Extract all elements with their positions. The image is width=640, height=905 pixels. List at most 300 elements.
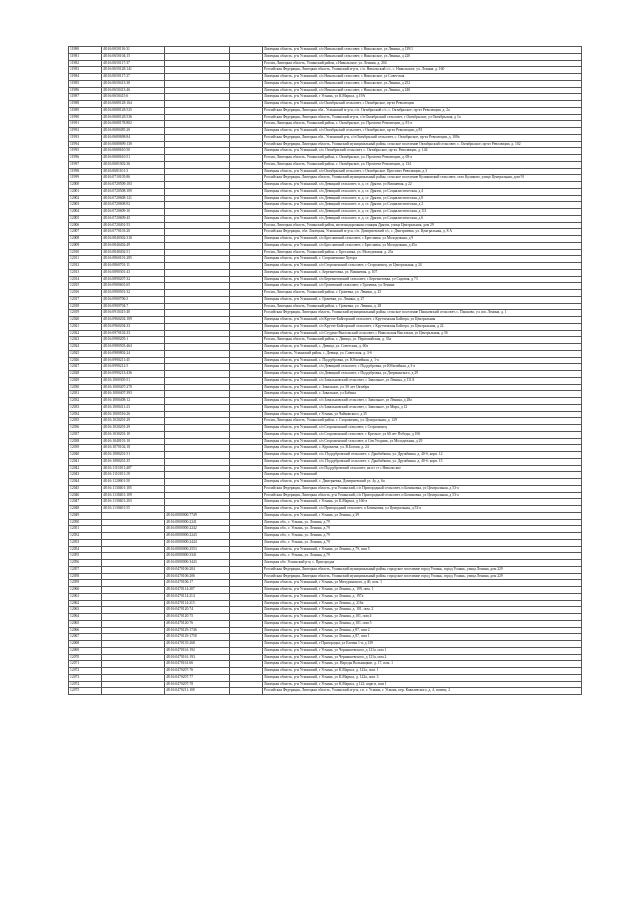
address-cell: Липецкая область, р-н Усманский, г Усмань, ул Ленина, д. 216а (263, 600, 582, 607)
address-cell: Липецкая область, р-н Усманский, г Усмань, ул К.Маркса, д 19А (263, 94, 582, 101)
address-cell: Российская Федерация, Липецкая область, Усманский м-р-н, с/п Октябрьский сельсовет, с Октябрьское, ул Октябрьская, д 1а (263, 114, 582, 121)
blank-cell (230, 276, 263, 283)
table-row (69, 519, 582, 526)
table-row (69, 661, 582, 668)
blank-cell (230, 398, 263, 405)
row-number: 12018 (69, 303, 102, 310)
blank-cell (230, 94, 263, 101)
cadastral-number-a: 48:16:0720401:53 (102, 222, 165, 229)
table-row (69, 256, 582, 263)
cadastral-number-a (102, 526, 165, 533)
row-number: 11981 (69, 53, 102, 60)
cadastral-number-a: 48:16:1040101:10 (102, 438, 165, 445)
row-number: 12073 (69, 674, 102, 681)
cadastral-number-b: 48:16:0000000:3443 (165, 560, 230, 567)
address-cell: Липецкая область, р-н Усманский, г Пригородка, ул Еловая 1-я, д 139 (263, 641, 582, 648)
table-row (69, 607, 582, 614)
row-number: 12058 (69, 573, 102, 580)
address-cell: Липецкая обл., г. Усмань, ул. Ленина, д.79 (263, 553, 582, 560)
row-number: 12030 (69, 384, 102, 391)
address-cell: Липецкая область, р-н Усманский, г Усмань, ул Чайковского, д 35 (263, 411, 582, 418)
table-row (69, 465, 582, 472)
cadastral-number-a: 48:16:0680128:525 (102, 107, 165, 114)
cadastral-number-b (165, 53, 230, 60)
cadastral-number-b (165, 209, 230, 216)
registry-table (68, 46, 582, 695)
table-row (69, 290, 582, 297)
address-cell: Липецкая область, р-н Усманский, с/п Стороженский сельсовет, с Стороженец, ул Центральная, д 24 (263, 263, 582, 270)
blank-cell (230, 688, 263, 695)
row-number: 12075 (69, 688, 102, 695)
address-cell: Липецкая область, р-н Усманский, с/п Октябрьский сельсовет, с Октябрьское, пр-кт Революции, д 83 (263, 128, 582, 135)
row-number: 11984 (69, 74, 102, 81)
address-cell: Российская Федерация, Липецкая обл., Усманский р-н, с/п Октябрьский сельсовет, с. Октябрьское, пр-кт Революции, д. 108а (263, 134, 582, 141)
blank-cell (230, 317, 263, 324)
address-cell: Липецкая область, р-н Усманский, с/п Девицкий сельсовет, п. д. ст. Дрязги, ул Социалистическая, д 2 (263, 202, 582, 209)
blank-cell (230, 573, 263, 580)
cadastral-number-b (165, 330, 230, 337)
cadastral-number-b: 48:16:0470207:77 (165, 674, 230, 681)
cadastral-number-a: 48:16:0840402:49 (102, 242, 165, 249)
row-number: 11980 (69, 47, 102, 54)
cadastral-number-b: 48:16:0470161:193 (165, 654, 230, 661)
row-number: 12012 (69, 263, 102, 270)
row-number: 11993 (69, 134, 102, 141)
cadastral-number-b (165, 195, 230, 202)
cadastral-number-b (165, 128, 230, 135)
table-row (69, 620, 582, 627)
cadastral-number-b (165, 134, 230, 141)
blank-cell (230, 134, 263, 141)
cadastral-number-a: 48:16:0650104:15 (102, 53, 165, 60)
cadastral-number-b (165, 310, 230, 317)
table-row (69, 600, 582, 607)
address-cell: Липецкая область, р-н Усманский, г Усмань, ул Ленина, д. 199, пом. 1 (263, 587, 582, 594)
cadastral-number-a: 48:16:0980205:1 (102, 337, 165, 344)
blank-cell (230, 74, 263, 81)
blank-cell (230, 141, 263, 148)
cadastral-number-a: 48:16:0990211:45 (102, 357, 165, 364)
cadastral-number-b (165, 47, 230, 54)
table-row (69, 344, 582, 351)
table-row (69, 87, 582, 94)
cadastral-number-a: 48:16:1110101:10 (102, 472, 165, 479)
cadastral-number-a: 48:16:1000407:393 (102, 391, 165, 398)
table-row (69, 485, 582, 492)
address-cell: Липецкая область, р-н Усманский, с/п Завальновский сельсовет, с Завальное, ул Ленина, д 28а (263, 398, 582, 405)
table-row (69, 296, 582, 303)
cadastral-number-b: 48:16:0000000:2241 (165, 519, 230, 526)
blank-cell (230, 533, 263, 540)
row-number: 12009 (69, 242, 102, 249)
address-cell: Российская Федерация, обл. Липецкая, Усманский м-р-н, с/п. Дмитриевский с/с, с. Дмитриевка, ул. Центральная, д. 8 А (263, 229, 582, 236)
blank-cell (230, 188, 263, 195)
address-cell: Российская Федерация, Липецкая область, Усманский муниципальный район, сельское поселение Пашковский сельсовет, с. Пашково, ул. им. Ленина, д. 1 (263, 310, 582, 317)
cadastral-number-b (165, 377, 230, 384)
blank-cell (230, 539, 263, 546)
row-number: 12034 (69, 411, 102, 418)
row-number: 11997 (69, 161, 102, 168)
table-row (69, 573, 582, 580)
cadastral-number-b: 48:16:0470114:207 (165, 587, 230, 594)
row-number: 12005 (69, 215, 102, 222)
row-number: 12023 (69, 337, 102, 344)
blank-cell (230, 296, 263, 303)
address-cell: Липецкая обл., г. Усмань, ул. Ленина, д.79 (263, 526, 582, 533)
row-number: 12065 (69, 620, 102, 627)
blank-cell (230, 472, 263, 479)
table-row (69, 404, 582, 411)
cadastral-number-a (102, 519, 165, 526)
cadastral-number-b (165, 357, 230, 364)
address-cell: Липецкая область, р-н Усманский, г Усмань, ул Ленина, д 79, пом 5 (263, 546, 582, 553)
table-row (69, 580, 582, 587)
row-number: 12008 (69, 236, 102, 243)
table-row (69, 499, 582, 506)
row-number: 12029 (69, 377, 102, 384)
table-row (69, 371, 582, 378)
row-number: 12043 (69, 472, 102, 479)
cadastral-number-b (165, 411, 230, 418)
cadastral-number-a: 48:16:1000516:26 (102, 411, 165, 418)
row-number: 12071 (69, 661, 102, 668)
table-row (69, 215, 582, 222)
cadastral-number-a: 48:16:0980802:24 (102, 350, 165, 357)
table-row (69, 654, 582, 661)
blank-cell (230, 492, 263, 499)
cadastral-number-a: 48:16:1020201:29 (102, 425, 165, 432)
address-cell: Липецкая область, р-н Усманский, г Усмань, ул К.Маркса, д. 122а, пом. 1 (263, 668, 582, 675)
row-number: 12004 (69, 209, 102, 216)
table-row (69, 310, 582, 317)
row-number: 12063 (69, 607, 102, 614)
blank-cell (230, 627, 263, 634)
cadastral-number-b (165, 425, 230, 432)
cadastral-number-b: 48:16:0470211:100 (165, 688, 230, 695)
cadastral-number-a: 48:16:0890207:32 (102, 276, 165, 283)
address-cell: Липецкая область, р-н Усманский, с/п Стороженский сельсовет, с Стороженец (263, 425, 582, 432)
blank-cell (230, 310, 263, 317)
cadastral-number-a: 48:16:0720508:109 (102, 188, 165, 195)
row-number: 11996 (69, 155, 102, 162)
address-cell: Российская Федерация, Липецкая обл., Усманский м-р-н, с/п. Октябрьский с/с, с. Октябрьское, пр-кт Революции, д. 2а (263, 107, 582, 114)
blank-cell (230, 114, 263, 121)
cadastral-number-b (165, 364, 230, 371)
address-cell: Липецкая область, р-н Усманский, с/п Октябрьский сельсовет, с Октябрьское, пр-кт Революции (263, 101, 582, 108)
address-cell: Липецкая область, р-н Усманский, с/п Бреславский сельсовет, с Бреславка, ул Молодежная, д 45а (263, 242, 582, 249)
cadastral-number-a: 48:16:0970102:33 (102, 330, 165, 337)
row-number: 12045 (69, 485, 102, 492)
cadastral-number-a: 48:16:0720608:92 (102, 202, 165, 209)
table-row (69, 364, 582, 371)
row-number: 12026 (69, 357, 102, 364)
table-row (69, 533, 582, 540)
cadastral-number-b (165, 236, 230, 243)
cadastral-number-b (165, 296, 230, 303)
table-row (69, 526, 582, 533)
table-row (69, 472, 582, 479)
table-row (69, 74, 582, 81)
table-row (69, 276, 582, 283)
table-row (69, 553, 582, 560)
cadastral-number-a (102, 614, 165, 621)
table-row (69, 317, 582, 324)
address-cell: Липецкая область, р-н Усманский, г Усмань, ул Мичуринского, д 40, пом. 1 (263, 580, 582, 587)
cadastral-number-a: 48:16:0990212:5 (102, 364, 165, 371)
cadastral-number-b (165, 404, 230, 411)
blank-cell (230, 371, 263, 378)
cadastral-number-b (165, 431, 230, 438)
cadastral-number-a: 48:16:0681002:36 (102, 161, 165, 168)
row-number: 12022 (69, 330, 102, 337)
table-row (69, 377, 582, 384)
cadastral-number-a (102, 587, 165, 594)
table-row (69, 283, 582, 290)
row-number: 12036 (69, 425, 102, 432)
blank-cell (230, 465, 263, 472)
row-number: 12016 (69, 290, 102, 297)
blank-cell (230, 249, 263, 256)
cadastral-number-a (102, 641, 165, 648)
cadastral-number-b (165, 317, 230, 324)
row-number: 12024 (69, 344, 102, 351)
blank-cell (230, 661, 263, 668)
cadastral-number-a: 48:16:1130401:55 (102, 506, 165, 513)
cadastral-number-a (102, 654, 165, 661)
cadastral-number-a: 48:16:1080201:51 (102, 452, 165, 459)
row-number: 12002 (69, 195, 102, 202)
table-row (69, 506, 582, 513)
address-cell: Липецкая область, р-н Усманский, с/п Крутче-Байгорский сельсовет, с Крутченская Байгора, ул Центральная (263, 317, 582, 324)
row-number: 12060 (69, 587, 102, 594)
table-row (69, 263, 582, 270)
cadastral-number-b (165, 161, 230, 168)
cadastral-number-a: 48:16:0680128:164 (102, 101, 165, 108)
cadastral-number-b: 48:16:0000000:2444 (165, 539, 230, 546)
blank-cell (230, 593, 263, 600)
blank-cell (230, 357, 263, 364)
address-cell: Липецкая область, р-н Усманский, с. Завальное, ул Бобина (263, 391, 582, 398)
row-number: 12047 (69, 499, 102, 506)
blank-cell (230, 425, 263, 432)
row-number: 12035 (69, 418, 102, 425)
address-cell: Липецкая область, р-н Усманский, с/п Никольский сельсовет, с Никольское, ул Ленина, д 139/1 (263, 47, 582, 54)
address-cell: Липецкая область, р-н Усманский, с/п Пригородный сельсовет, п Бочиновка, ул Центральная, д 53-а (263, 506, 582, 513)
cadastral-number-b (165, 323, 230, 330)
table-row (69, 337, 582, 344)
blank-cell (230, 168, 263, 175)
row-number: 11994 (69, 141, 102, 148)
blank-cell (230, 87, 263, 94)
cadastral-number-b (165, 472, 230, 479)
blank-cell (230, 607, 263, 614)
blank-cell (230, 222, 263, 229)
table-row (69, 674, 582, 681)
cadastral-number-b (165, 492, 230, 499)
address-cell: Липецкая область, р-н Усманский, г Усмань, ул Ленина, д 39 (263, 512, 582, 519)
table-row (69, 175, 582, 182)
blank-cell (230, 418, 263, 425)
row-number: 12040 (69, 452, 102, 459)
cadastral-number-b: 48:16:0470161:192 (165, 647, 230, 654)
cadastral-number-a (102, 593, 165, 600)
cadastral-number-b: 48:16:0470106:17 (165, 580, 230, 587)
row-number: 12017 (69, 296, 102, 303)
address-cell: Липецкая область, р-н Усманский, с. Куравлева, ул. В.Богова, д. 24 (263, 445, 582, 452)
cadastral-number-b (165, 114, 230, 121)
table-row (69, 188, 582, 195)
address-cell: Липецкая область, р-н Усманский, с/п Девицкий сельсовет, п. д. ст. Дрязги, ул Вишневая, д 22 (263, 182, 582, 189)
blank-cell (230, 479, 263, 486)
table-row (69, 209, 582, 216)
address-cell: Российская Федерация, Липецкая область, Усманский м-р-н, г.п. г. Усмань, г. Усмань, пер. Кавалевского, д. 4, помещ. 2 (263, 688, 582, 695)
address-cell: Липецкая область, р-н Усманский, с/п. Поддубровский сельсовет, с. Дрыбибкова, ул. Дружбинка, д. 40-б, корп. 15 (263, 458, 582, 465)
row-number: 12061 (69, 593, 102, 600)
blank-cell (230, 256, 263, 263)
table-row (69, 229, 582, 236)
table-row (69, 350, 582, 357)
table-row (69, 141, 582, 148)
cadastral-number-a: 48:16:0650128:141 (102, 67, 165, 74)
address-cell: Липецкая область, р-н Усманский, г Усмань, ул Ленина, д. 101, пом. 2 (263, 607, 582, 614)
blank-cell (230, 269, 263, 276)
cadastral-number-a: 48:16:1130401:105 (102, 485, 165, 492)
address-cell: Липецкая область, р-н Усманский, г Усмань, ул Ленина, д 87, пом 1 (263, 634, 582, 641)
cadastral-number-a (102, 573, 165, 580)
table-row (69, 566, 582, 573)
cadastral-number-b (165, 182, 230, 189)
cadastral-number-a (102, 634, 165, 641)
blank-cell (230, 384, 263, 391)
cadastral-number-b (165, 485, 230, 492)
row-number: 12020 (69, 317, 102, 324)
cadastral-number-b (165, 242, 230, 249)
cadastral-number-a: 48:16:1130401:109 (102, 492, 165, 499)
row-number: 12027 (69, 364, 102, 371)
cadastral-number-b (165, 398, 230, 405)
table-row (69, 134, 582, 141)
cadastral-number-a (102, 546, 165, 553)
row-number: 12067 (69, 634, 102, 641)
cadastral-number-a: 48:16:0650413:46 (102, 87, 165, 94)
row-number: 11988 (69, 101, 102, 108)
table-row (69, 80, 582, 87)
blank-cell (230, 377, 263, 384)
address-cell: Россия, Липецкая область, Усманский район, с. Грачевка, ул. Ленина, д. 28 (263, 303, 582, 310)
row-number: 12057 (69, 566, 102, 573)
table-row (69, 168, 582, 175)
address-cell: Российская Федерация, Липецкая область, Усманский муниципальный район, городское поселение город Усмань, город Усмань, улица Ленина, дом 229 (263, 573, 582, 580)
blank-cell (230, 445, 263, 452)
address-cell: Российская Федерация, Липецкая область, Усманский м-р-н, с/п. Никольский с/с, с. Никольское, ул. Ленина, д. 160 (263, 67, 582, 74)
cadastral-number-b (165, 479, 230, 486)
row-number: 11991 (69, 121, 102, 128)
row-number: 12037 (69, 431, 102, 438)
blank-cell (230, 404, 263, 411)
cadastral-number-a (102, 600, 165, 607)
row-number: 11990 (69, 114, 102, 121)
row-number: 12049 (69, 512, 102, 519)
row-number: 12039 (69, 445, 102, 452)
cadastral-number-a: 48:16:1000411:23 (102, 404, 165, 411)
cadastral-number-a (102, 512, 165, 519)
cadastral-number-a (102, 566, 165, 573)
blank-cell (230, 323, 263, 330)
cadastral-number-a: 48:16:0710105:86 (102, 175, 165, 182)
cadastral-number-b (165, 249, 230, 256)
address-cell: Липецкая область, р-н Усманский, г Усмань, ул К.Маркса, д 122, корп в, пом 1 (263, 681, 582, 688)
address-cell: Россия, Липецкая область, Усманский район, с.Никольское, ул. Ленина, д. 204 (263, 60, 582, 67)
table-row (69, 107, 582, 114)
address-cell: Липецкая область, р-н Усманский, с/п Девицкий сельсовет, п. д. ст. Дрязги, ул Социалистическая, д 111 (263, 209, 582, 216)
address-cell: Липецкая область, р-н Усманский, с/п. Поддубровский сельсовет, с. Дрыбибкова, ул. Дружбинка, д. 40-б, корп. 12 (263, 452, 582, 459)
row-number: 12007 (69, 229, 102, 236)
table-row (69, 634, 582, 641)
cadastral-number-a: 48:16:0900501:32 (102, 290, 165, 297)
cadastral-number-a: 48:16:0680485:20 (102, 128, 165, 135)
table-row (69, 384, 582, 391)
address-cell: Липецкая область, р-н Усманский, с. Девица, ул. Советская, д. 60а (263, 344, 582, 351)
cadastral-number-a: 48:16:0680128:536 (102, 114, 165, 121)
table-row (69, 492, 582, 499)
table-row (69, 479, 582, 486)
cadastral-number-b (165, 148, 230, 155)
blank-cell (230, 674, 263, 681)
address-cell: Липецкая область, р-н Усманский, г Усмань, ул Ленина, д 87, пом 2 (263, 627, 582, 634)
table-row (69, 67, 582, 74)
blank-cell (230, 182, 263, 189)
address-cell: Липецкая область, р-н Усманский, с/п Октябрьский сельсовет, с Октябрьское, Проспект Революции, д 3 (263, 168, 582, 175)
blank-cell (230, 560, 263, 567)
blank-cell (230, 80, 263, 87)
address-cell: Российская Федерация, Липецкая область, р-н Усманский, с/п Пригородный сельсовет, п Бочиновка, ул Центральная, д 53-а (263, 492, 582, 499)
cadastral-number-a (102, 553, 165, 560)
cadastral-number-b: 48:16:0470106:204 (165, 566, 230, 573)
cadastral-number-b (165, 94, 230, 101)
blank-cell (230, 121, 263, 128)
blank-cell (230, 209, 263, 216)
row-number: 12068 (69, 641, 102, 648)
cadastral-number-b (165, 350, 230, 357)
address-cell: Липецкая область, р-н Усманский, с/п Студено-Высельский сельсовет, с Никольская Высельки, ул Центральная, д 56 (263, 330, 582, 337)
row-number: 12074 (69, 681, 102, 688)
address-cell: Липецкая область, р-н Усманский, г Усмань, ул Ленина, д 101, пом 5 (263, 620, 582, 627)
cadastral-number-a: 48:16:0650116:31 (102, 47, 165, 54)
cadastral-number-a: 48:16:0900706:5 (102, 296, 165, 303)
address-cell: Российская Федерация, Липецкая область, Усманский муниципальный район, городское поселение город Усмань, город Усмань, улица Ленина, дом 229 (263, 566, 582, 573)
cadastral-number-b (165, 290, 230, 297)
table-row (69, 546, 582, 553)
blank-cell (230, 458, 263, 465)
cadastral-number-b (165, 337, 230, 344)
blank-cell (230, 175, 263, 182)
address-cell: Липецкая область, р-н Усманский, с/п Бреславский сельсовет, с Бреславка, ул Молодежная, д 9 (263, 236, 582, 243)
cadastral-number-b (165, 155, 230, 162)
cadastral-number-a (102, 580, 165, 587)
cadastral-number-a: 48:16:0770103:20 (102, 229, 165, 236)
cadastral-number-a: 48:16:0990213:436 (102, 371, 165, 378)
cadastral-number-a: 48:16:0720609:45 (102, 215, 165, 222)
table-row (69, 425, 582, 432)
row-number: 12010 (69, 249, 102, 256)
cadastral-number-b (165, 499, 230, 506)
table-row (69, 236, 582, 243)
row-number: 12041 (69, 458, 102, 465)
table-row (69, 195, 582, 202)
address-cell: Липецкая область, р-н Усманский, г Усмань, ул Чернышевского, д 121а, пом 1 (263, 647, 582, 654)
address-cell: Липецкая область, р-н Усманский, с/п Девицкий сельсовет, п. д. ст. Дрязги, ул Социалистическая, д 4 (263, 188, 582, 195)
cadastral-number-a (102, 674, 165, 681)
